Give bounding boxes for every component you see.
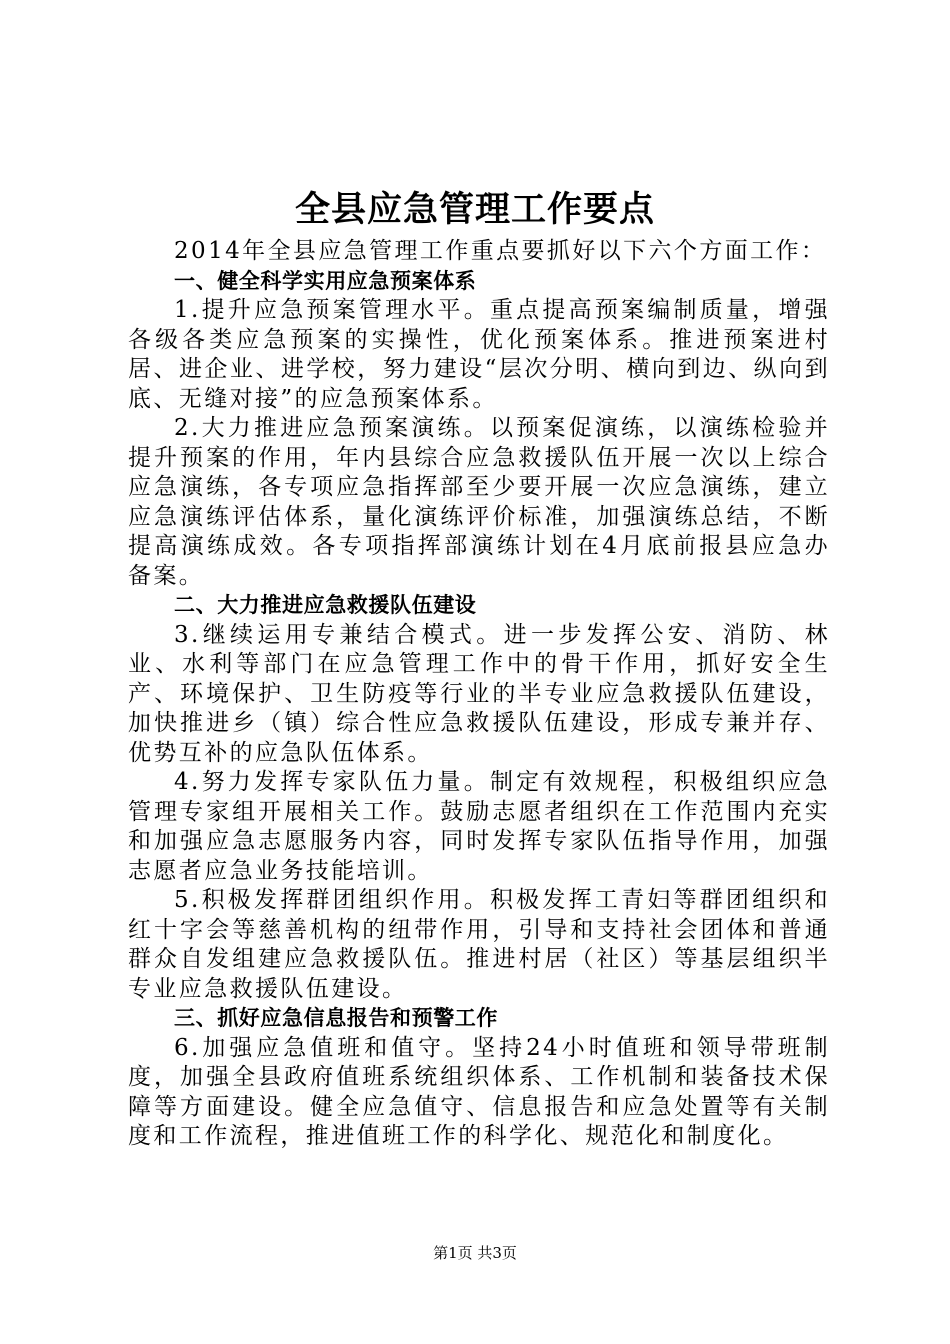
paragraph: 4.努力发挥专家队伍力量。制定有效规程，积极组织应急管理专家组开展相关工作。鼓励志愿者组织在工作范围内充实和加强应急志愿服务内容，同时发挥专家队伍指导作用，加强志愿者应急业务技能培训。	[128, 769, 830, 884]
document-body	[128, 237, 830, 1152]
section-heading: 一、健全科学实用应急预案体系	[174, 268, 477, 293]
document-title: 全县应急管理工作要点	[294, 190, 655, 230]
paragraph: 6.加强应急值班和值守。坚持24小时值班和领导带班制度，加强全县政府值班系统组织体系、工作机制和装备技术保障等方面建设。健全应急值守、信息报告和应急处置等有关制度和工作流程，推进值班工作的科学化、规范化和制度化。	[128, 1034, 830, 1149]
section-heading: 二、大力推进应急救援队伍建设	[174, 593, 477, 617]
paragraph: 1.提升应急预案管理水平。重点提高预案编制质量，增强各级各类应急预案的实操性，优化预案体系。推进预案进村居、进企业、进学校，努力建设“层次分明、横向到边、纵向到底、无缝对接”的应急预案体系。	[128, 297, 830, 412]
paragraph: 5.积极发挥群团组织作用。积极发挥工青妇等群团组织和红十字会等慈善机构的纽带作用，引导和支持社会团体和普通群众自发组建应急救援队伍。推进村居（社区）等基层组织半专业应急救援队伍建设。	[128, 887, 830, 1002]
intro-paragraph: 2014年全县应急管理工作重点要抓好以下六个方面工作：	[174, 238, 827, 264]
section-heading: 三、抓好应急信息报告和预警工作	[174, 1006, 498, 1030]
paragraph: 3.继续运用专兼结合模式。进一步发挥公安、消防、林业、水利等部门在应急管理工作中的骨干作用，抓好安全生产、环境保护、卫生防疫等行业的半专业应急救援队伍建设，加快推进乡（镇）综合性应急救援队伍建设，形成专兼并存、优势互补的应急队伍体系。	[128, 621, 830, 766]
paragraph: 2.大力推进应急预案演练。以预案促演练，以演练检验并提升预案的作用，年内县综合应急救援队伍开展一次以上综合应急演练，各专项应急指挥部至少要开展一次应急演练，建立应急演练评估体系，量化演练评价标准，加强演练总结，不断提高演练成效。各专项指挥部演练计划在4月底前报县应急办备案。	[128, 415, 830, 589]
page-footer: 第1页 共3页	[433, 1244, 517, 1262]
